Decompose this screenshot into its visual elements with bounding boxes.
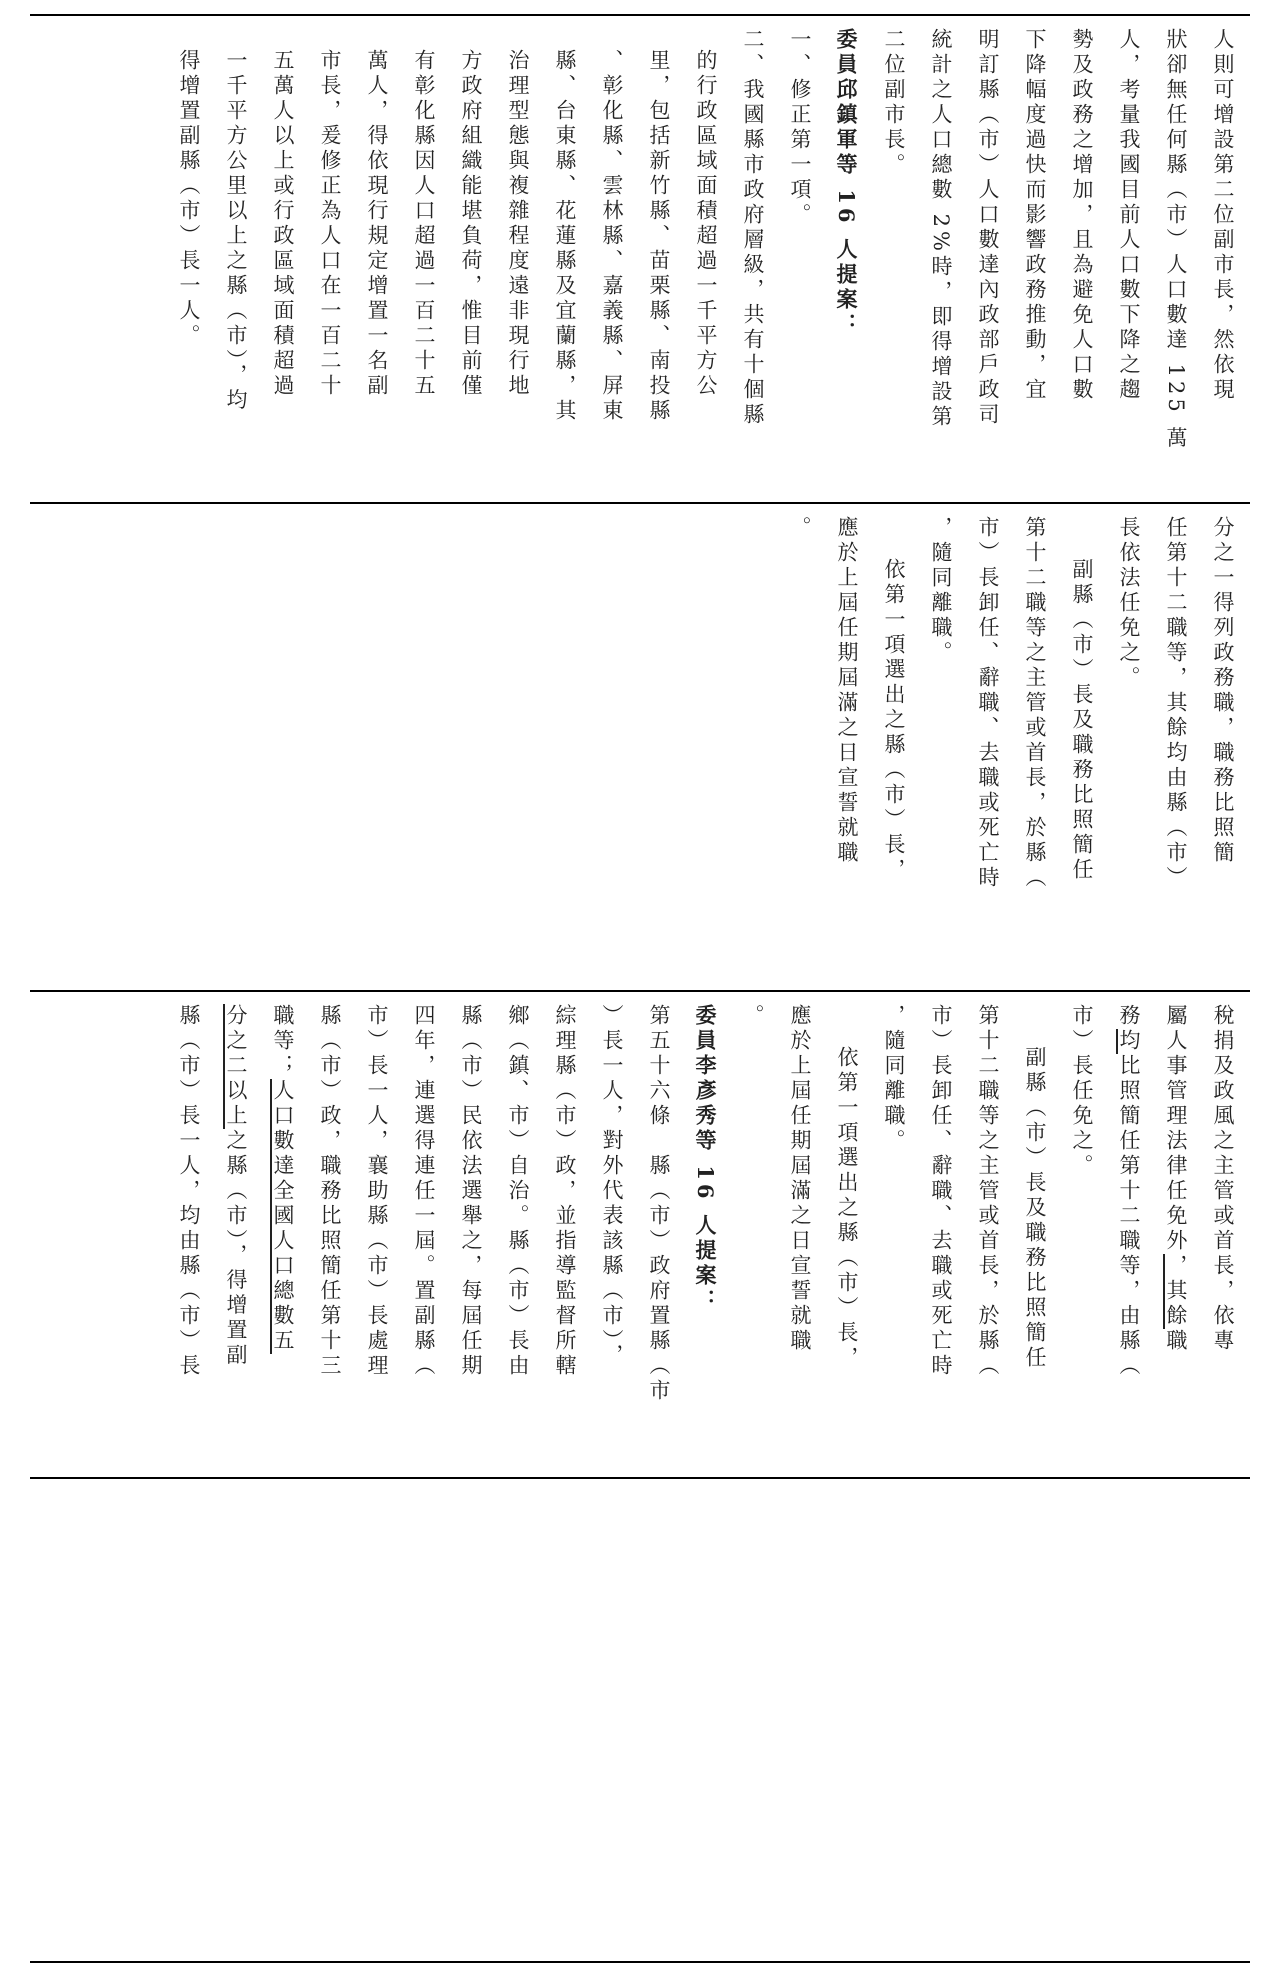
text-line: 應於上屆任期屆滿之日宣誓就職 [788, 1004, 812, 1354]
text-line: 副縣（市）長及職務比照簡任 [1023, 1046, 1047, 1371]
text-line: 明訂縣（市）人口數達內政部戶政司 [976, 28, 1000, 428]
text-line: 縣、台東縣、花蓮縣及宜蘭縣，其 [553, 49, 577, 424]
text-line: 長依法任免之。 [1117, 516, 1141, 691]
text-line: 治理型態與複雜程度遠非現行地 [506, 49, 530, 399]
underlined-text: 其餘 [1164, 1279, 1188, 1329]
text-line: 五萬人以上或行政區域面積超過 [271, 49, 295, 399]
text-line [212, 1004, 259, 1468]
text-line: 得增置副縣（市）長一人。 [177, 49, 201, 349]
underlined-text: 均 [1117, 1029, 1141, 1054]
text-span: 屬人事管理法律任免外 [1164, 1004, 1188, 1254]
text-line: 的行政區域面積超過一千平方公 [694, 49, 718, 399]
text-span: 之縣（市），得增置副 [224, 1129, 248, 1369]
divider-rule [30, 990, 1250, 992]
text-line [259, 1004, 306, 1468]
underlined-text: ， [1164, 1254, 1188, 1279]
text-line: 里，包括新竹縣、苗栗縣、南投縣 [647, 49, 671, 424]
text-line: 稅捐及政風之主管或首長，依專 [1211, 1004, 1235, 1354]
text-line: 市）長任免之。 [1070, 1004, 1094, 1179]
text-line: 市）長一人，襄助縣（市）長處理 [365, 1004, 389, 1379]
text-line: 一、修正第一項。 [788, 28, 812, 228]
text-span: 比照簡任第十二職等，由縣（ [1117, 1054, 1141, 1379]
text-line: 一千平方公里以上之縣（市），均 [224, 49, 248, 414]
text-line: 綜理縣（市）政，並指導監督所轄 [553, 1004, 577, 1379]
text-column-1 [36, 28, 1246, 492]
text-line [1105, 1004, 1152, 1468]
text-line: 委員邱鎮軍等 16 人提案： [834, 28, 859, 338]
text-column-3 [36, 1004, 1246, 1468]
divider-rule [30, 502, 1250, 504]
text-line: 狀卻無任何縣（市）人口數達 125 萬 [1164, 28, 1188, 452]
text-line [1152, 1004, 1199, 1468]
text-line: 縣（市）民依法選舉之，每屆任期 [459, 1004, 483, 1379]
text-line: 鄉（鎮、市）自治。縣（市）長由 [506, 1004, 530, 1379]
text-line: 四年，連選得連任一屆。置副縣（ [412, 1004, 436, 1379]
text-line: ）長一人，對外代表該縣（市）， [600, 1004, 624, 1369]
text-line: 。 [741, 1004, 765, 1029]
text-line: 市）長卸任、辭職、去職或死亡時 [976, 516, 1000, 891]
text-line: 萬人，得依現行規定增置一名副 [365, 49, 389, 399]
underlined-text: 分之二以上 [224, 1004, 248, 1129]
top-rule [30, 14, 1250, 16]
text-column-2 [36, 516, 1246, 980]
text-line: 第十二職等之主管或首長，於縣（ [1023, 516, 1047, 891]
underlined-text: 人口數達全國人口總數五 [271, 1079, 295, 1354]
text-span: 職等； [271, 1004, 295, 1079]
bottom-rule [30, 1961, 1250, 1963]
text-line: 依第一項選出之縣（市）長， [835, 1046, 859, 1371]
text-line: 、彰化縣、雲林縣、嘉義縣、屏東 [600, 49, 624, 424]
text-line: 有彰化縣因人口超過一百二十五 [412, 49, 436, 399]
text-line: 縣（市）政，職務比照簡任第十三 [318, 1004, 342, 1379]
divider-rule [30, 1477, 1250, 1479]
text-line: 人，考量我國目前人口數下降之趨 [1117, 28, 1141, 403]
text-line: 二、我國縣市政府層級，共有十個縣 [741, 28, 765, 428]
text-line: 市長，爰修正為人口在一百二十 [318, 49, 342, 399]
text-line: 任第十二職等，其餘均由縣（市） [1164, 516, 1188, 891]
text-line: 縣（市）長一人，均由縣（市）長 [177, 1004, 201, 1379]
text-line: 下降幅度過快而影響政務推動，宜 [1023, 28, 1047, 403]
text-span: 職 [1164, 1329, 1188, 1354]
text-line: 應於上屆任期屆滿之日宣誓就職 [835, 516, 859, 866]
text-line: 人則可增設第二位副市長，然依現 [1211, 28, 1235, 403]
text-line: 第十二職等之主管或首長，於縣（ [976, 1004, 1000, 1379]
text-line: 。 [788, 516, 812, 541]
text-line: ，隨同離職。 [882, 1004, 906, 1154]
text-line: ，隨同離職。 [929, 516, 953, 666]
text-span: 務 [1117, 1004, 1141, 1029]
text-line: 分之一得列政務職，職務比照簡 [1211, 516, 1235, 866]
text-line: 市）長卸任、辭職、去職或死亡時 [929, 1004, 953, 1379]
text-line: 依第一項選出之縣（市）長， [882, 558, 906, 883]
text-line: 統計之人口總數 2%時，即得增設第 [929, 28, 953, 430]
text-line: 方政府組織能堪負荷，惟目前僅 [459, 49, 483, 399]
text-line: 勢及政務之增加，且為避免人口數 [1070, 28, 1094, 403]
text-line: 委員李彥秀等 16 人提案： [693, 1004, 718, 1314]
text-line: 副縣（市）長及職務比照簡任 [1070, 558, 1094, 883]
text-line: 二位副市長。 [882, 28, 906, 178]
text-line: 第五十六條 縣（市）政府置縣（市 [647, 1004, 671, 1404]
